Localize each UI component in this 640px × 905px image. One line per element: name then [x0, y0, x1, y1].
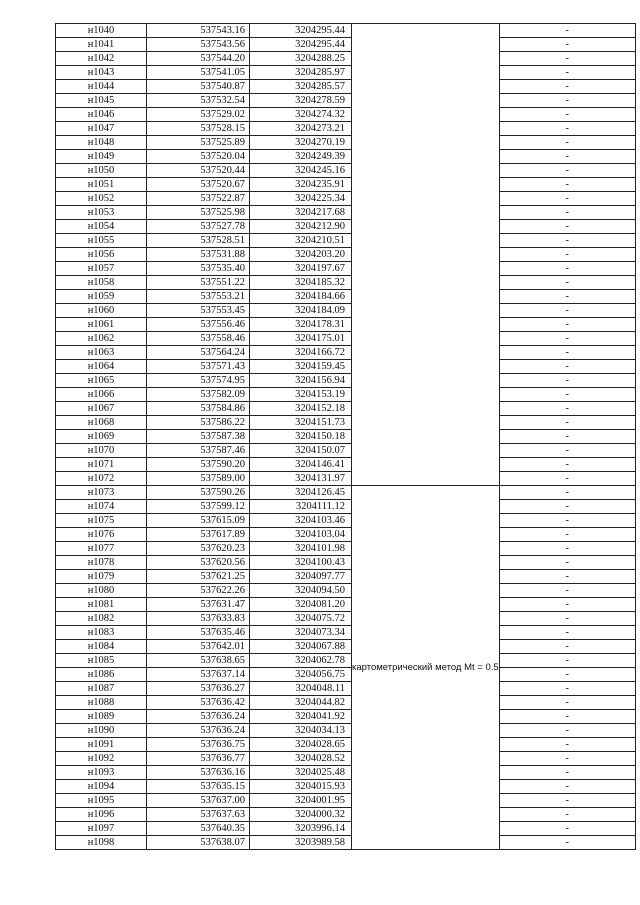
y-coordinate-cell: 3204150.18 — [250, 430, 352, 444]
accuracy-cell: - — [499, 360, 635, 374]
x-coordinate-cell: 537622.26 — [147, 584, 250, 598]
x-coordinate-cell: 537571.43 — [147, 360, 250, 374]
x-coordinate-cell: 537636.16 — [147, 766, 250, 780]
x-coordinate-cell: 537543.56 — [147, 38, 250, 52]
point-id-cell: н1049 — [56, 150, 147, 164]
x-coordinate-cell: 537635.15 — [147, 780, 250, 794]
x-coordinate-cell: 537574.95 — [147, 374, 250, 388]
accuracy-cell: - — [499, 234, 635, 248]
x-coordinate-cell: 537636.42 — [147, 696, 250, 710]
accuracy-cell: - — [499, 262, 635, 276]
accuracy-cell: - — [499, 416, 635, 430]
y-coordinate-cell: 3204159.45 — [250, 360, 352, 374]
table-row — [56, 794, 636, 808]
accuracy-cell: - — [499, 822, 635, 836]
accuracy-cell: - — [499, 458, 635, 472]
x-coordinate-cell: 537531.88 — [147, 248, 250, 262]
accuracy-cell: - — [499, 584, 635, 598]
x-coordinate-cell: 537637.63 — [147, 808, 250, 822]
y-coordinate-cell: 3204103.04 — [250, 528, 352, 542]
point-id-cell: н1088 — [56, 696, 147, 710]
table-row — [56, 164, 636, 178]
point-id-cell: н1062 — [56, 332, 147, 346]
point-id-cell: н1053 — [56, 206, 147, 220]
point-id-cell: н1078 — [56, 556, 147, 570]
point-id-cell: н1041 — [56, 38, 147, 52]
point-id-cell: н1097 — [56, 822, 147, 836]
x-coordinate-cell: 537586.22 — [147, 416, 250, 430]
y-coordinate-cell: 3204212.90 — [250, 220, 352, 234]
point-id-cell: н1081 — [56, 598, 147, 612]
table-row — [56, 500, 636, 514]
y-coordinate-cell: 3204044.82 — [250, 696, 352, 710]
x-coordinate-cell: 537541.05 — [147, 66, 250, 80]
y-coordinate-cell: 3204210.51 — [250, 234, 352, 248]
accuracy-cell: - — [499, 136, 635, 150]
y-coordinate-cell: 3203989.58 — [250, 836, 352, 850]
table-row — [56, 738, 636, 752]
table-row — [56, 780, 636, 794]
x-coordinate-cell: 537636.27 — [147, 682, 250, 696]
accuracy-cell: - — [499, 94, 635, 108]
y-coordinate-cell: 3204295.44 — [250, 24, 352, 38]
point-id-cell: н1090 — [56, 724, 147, 738]
x-coordinate-cell: 537636.75 — [147, 738, 250, 752]
y-coordinate-cell: 3204034.13 — [250, 724, 352, 738]
table-row — [56, 458, 636, 472]
point-id-cell: н1079 — [56, 570, 147, 584]
point-id-cell: н1052 — [56, 192, 147, 206]
accuracy-cell: - — [499, 430, 635, 444]
y-coordinate-cell: 3204146.41 — [250, 458, 352, 472]
point-id-cell: н1089 — [56, 710, 147, 724]
table-row — [56, 822, 636, 836]
accuracy-cell: - — [499, 724, 635, 738]
point-id-cell: н1060 — [56, 304, 147, 318]
table-row — [56, 682, 636, 696]
table-row — [56, 360, 636, 374]
accuracy-cell: - — [499, 164, 635, 178]
y-coordinate-cell: 3204000.32 — [250, 808, 352, 822]
x-coordinate-cell: 537587.38 — [147, 430, 250, 444]
x-coordinate-cell: 537640.35 — [147, 822, 250, 836]
table-row — [56, 542, 636, 556]
table-row — [56, 94, 636, 108]
table-row — [56, 808, 636, 822]
x-coordinate-cell: 537589.00 — [147, 472, 250, 486]
accuracy-cell: - — [499, 668, 635, 682]
point-id-cell: н1057 — [56, 262, 147, 276]
accuracy-cell: - — [499, 108, 635, 122]
accuracy-cell: - — [499, 514, 635, 528]
x-coordinate-cell: 537543.16 — [147, 24, 250, 38]
table-row — [56, 276, 636, 290]
x-coordinate-cell: 537525.89 — [147, 136, 250, 150]
x-coordinate-cell: 537587.46 — [147, 444, 250, 458]
y-coordinate-cell: 3204274.32 — [250, 108, 352, 122]
x-coordinate-cell: 537582.09 — [147, 388, 250, 402]
accuracy-cell: - — [499, 780, 635, 794]
accuracy-cell: - — [499, 248, 635, 262]
accuracy-cell: - — [499, 220, 635, 234]
x-coordinate-cell: 537553.21 — [147, 290, 250, 304]
accuracy-cell: - — [499, 80, 635, 94]
y-coordinate-cell: 3204131.97 — [250, 472, 352, 486]
table-row — [56, 388, 636, 402]
point-id-cell: н1096 — [56, 808, 147, 822]
y-coordinate-cell: 3204028.65 — [250, 738, 352, 752]
accuracy-cell: - — [499, 654, 635, 668]
x-coordinate-cell: 537615.09 — [147, 514, 250, 528]
x-coordinate-cell: 537553.45 — [147, 304, 250, 318]
table-row — [56, 766, 636, 780]
y-coordinate-cell: 3204245.16 — [250, 164, 352, 178]
accuracy-cell: - — [499, 24, 635, 38]
table-row — [56, 192, 636, 206]
x-coordinate-cell: 537636.24 — [147, 724, 250, 738]
accuracy-cell: - — [499, 836, 635, 850]
accuracy-cell: - — [499, 332, 635, 346]
point-id-cell: н1063 — [56, 346, 147, 360]
y-coordinate-cell: 3204056.75 — [250, 668, 352, 682]
accuracy-cell: - — [499, 682, 635, 696]
y-coordinate-cell: 3204285.57 — [250, 80, 352, 94]
accuracy-cell: - — [499, 52, 635, 66]
table-row — [56, 24, 636, 38]
point-id-cell: н1047 — [56, 122, 147, 136]
table-row — [56, 178, 636, 192]
y-coordinate-cell: 3204285.97 — [250, 66, 352, 80]
table-row — [56, 612, 636, 626]
y-coordinate-cell: 3204041.92 — [250, 710, 352, 724]
accuracy-cell: - — [499, 276, 635, 290]
x-coordinate-cell: 537590.26 — [147, 486, 250, 500]
accuracy-cell: - — [499, 598, 635, 612]
accuracy-cell: - — [499, 374, 635, 388]
accuracy-cell: - — [499, 542, 635, 556]
point-id-cell: н1077 — [56, 542, 147, 556]
coordinates-table-body — [56, 24, 636, 850]
table-row — [56, 486, 636, 500]
y-coordinate-cell: 3204103.46 — [250, 514, 352, 528]
table-row — [56, 570, 636, 584]
table-row — [56, 402, 636, 416]
y-coordinate-cell: 3204178.31 — [250, 318, 352, 332]
x-coordinate-cell: 537637.14 — [147, 668, 250, 682]
x-coordinate-cell: 537637.00 — [147, 794, 250, 808]
point-id-cell: н1084 — [56, 640, 147, 654]
point-id-cell: н1048 — [56, 136, 147, 150]
point-id-cell: н1059 — [56, 290, 147, 304]
table-row — [56, 52, 636, 66]
y-coordinate-cell: 3204217.68 — [250, 206, 352, 220]
x-coordinate-cell: 537621.25 — [147, 570, 250, 584]
accuracy-cell: - — [499, 626, 635, 640]
accuracy-cell: - — [499, 752, 635, 766]
point-id-cell: н1069 — [56, 430, 147, 444]
table-row — [56, 206, 636, 220]
table-row — [56, 38, 636, 52]
y-coordinate-cell: 3204185.32 — [250, 276, 352, 290]
x-coordinate-cell: 537532.54 — [147, 94, 250, 108]
point-id-cell: н1068 — [56, 416, 147, 430]
x-coordinate-cell: 537642.01 — [147, 640, 250, 654]
y-coordinate-cell: 3204288.25 — [250, 52, 352, 66]
accuracy-cell: - — [499, 500, 635, 514]
coordinates-table — [55, 23, 636, 850]
accuracy-cell: - — [499, 710, 635, 724]
point-id-cell: н1098 — [56, 836, 147, 850]
y-coordinate-cell: 3204062.78 — [250, 654, 352, 668]
y-coordinate-cell: 3204001.95 — [250, 794, 352, 808]
accuracy-cell: - — [499, 738, 635, 752]
accuracy-cell: - — [499, 556, 635, 570]
y-coordinate-cell: 3204015.93 — [250, 780, 352, 794]
x-coordinate-cell: 537638.07 — [147, 836, 250, 850]
point-id-cell: н1046 — [56, 108, 147, 122]
table-row — [56, 248, 636, 262]
y-coordinate-cell: 3204235.91 — [250, 178, 352, 192]
x-coordinate-cell: 537584.86 — [147, 402, 250, 416]
table-row — [56, 696, 636, 710]
y-coordinate-cell: 3204184.66 — [250, 290, 352, 304]
x-coordinate-cell: 537528.15 — [147, 122, 250, 136]
point-id-cell: н1082 — [56, 612, 147, 626]
accuracy-cell: - — [499, 794, 635, 808]
table-row — [56, 752, 636, 766]
x-coordinate-cell: 537620.23 — [147, 542, 250, 556]
table-row — [56, 724, 636, 738]
x-coordinate-cell: 537636.24 — [147, 710, 250, 724]
accuracy-cell: - — [499, 388, 635, 402]
point-id-cell: н1083 — [56, 626, 147, 640]
y-coordinate-cell: 3204166.72 — [250, 346, 352, 360]
y-coordinate-cell: 3204184.09 — [250, 304, 352, 318]
x-coordinate-cell: 537528.51 — [147, 234, 250, 248]
y-coordinate-cell: 3204278.59 — [250, 94, 352, 108]
point-id-cell: н1074 — [56, 500, 147, 514]
accuracy-cell: - — [499, 346, 635, 360]
table-row — [56, 626, 636, 640]
table-row — [56, 262, 636, 276]
x-coordinate-cell: 537636.77 — [147, 752, 250, 766]
x-coordinate-cell: 537520.04 — [147, 150, 250, 164]
accuracy-cell: - — [499, 150, 635, 164]
point-id-cell: н1045 — [56, 94, 147, 108]
table-row — [56, 346, 636, 360]
table-row — [56, 122, 636, 136]
table-row — [56, 528, 636, 542]
accuracy-cell: - — [499, 192, 635, 206]
point-id-cell: н1087 — [56, 682, 147, 696]
x-coordinate-cell: 537520.67 — [147, 178, 250, 192]
accuracy-cell: - — [499, 486, 635, 500]
table-row — [56, 220, 636, 234]
accuracy-cell: - — [499, 318, 635, 332]
x-coordinate-cell: 537633.83 — [147, 612, 250, 626]
x-coordinate-cell: 537599.12 — [147, 500, 250, 514]
point-id-cell: н1092 — [56, 752, 147, 766]
table-row — [56, 556, 636, 570]
y-coordinate-cell: 3204111.12 — [250, 500, 352, 514]
point-id-cell: н1043 — [56, 66, 147, 80]
x-coordinate-cell: 537590.20 — [147, 458, 250, 472]
accuracy-cell: - — [499, 528, 635, 542]
y-coordinate-cell: 3204126.45 — [250, 486, 352, 500]
y-coordinate-cell: 3204203.20 — [250, 248, 352, 262]
accuracy-cell: - — [499, 570, 635, 584]
y-coordinate-cell: 3204151.73 — [250, 416, 352, 430]
y-coordinate-cell: 3204273.21 — [250, 122, 352, 136]
y-coordinate-cell: 3203996.14 — [250, 822, 352, 836]
accuracy-cell: - — [499, 178, 635, 192]
table-row — [56, 710, 636, 724]
accuracy-cell: - — [499, 206, 635, 220]
table-row — [56, 150, 636, 164]
y-coordinate-cell: 3204156.94 — [250, 374, 352, 388]
table-row — [56, 332, 636, 346]
accuracy-cell: - — [499, 640, 635, 654]
table-row — [56, 374, 636, 388]
y-coordinate-cell: 3204152.18 — [250, 402, 352, 416]
point-id-cell: н1051 — [56, 178, 147, 192]
x-coordinate-cell: 537525.98 — [147, 206, 250, 220]
table-row — [56, 304, 636, 318]
y-coordinate-cell: 3204100.43 — [250, 556, 352, 570]
table-row — [56, 836, 636, 850]
y-coordinate-cell: 3204197.67 — [250, 262, 352, 276]
table-row — [56, 640, 636, 654]
table-row — [56, 318, 636, 332]
point-id-cell: н1064 — [56, 360, 147, 374]
y-coordinate-cell: 3204150.07 — [250, 444, 352, 458]
method-cell — [352, 24, 500, 486]
x-coordinate-cell: 537529.02 — [147, 108, 250, 122]
accuracy-cell: - — [499, 38, 635, 52]
x-coordinate-cell: 537544.20 — [147, 52, 250, 66]
y-coordinate-cell: 3204028.52 — [250, 752, 352, 766]
table-row — [56, 136, 636, 150]
x-coordinate-cell: 537558.46 — [147, 332, 250, 346]
accuracy-cell: - — [499, 444, 635, 458]
point-id-cell: н1072 — [56, 472, 147, 486]
x-coordinate-cell: 537520.44 — [147, 164, 250, 178]
point-id-cell: н1080 — [56, 584, 147, 598]
point-id-cell: н1050 — [56, 164, 147, 178]
accuracy-cell: - — [499, 290, 635, 304]
point-id-cell: н1040 — [56, 24, 147, 38]
x-coordinate-cell: 537620.56 — [147, 556, 250, 570]
y-coordinate-cell: 3204094.50 — [250, 584, 352, 598]
accuracy-cell: - — [499, 122, 635, 136]
x-coordinate-cell: 537556.46 — [147, 318, 250, 332]
x-coordinate-cell: 537635.46 — [147, 626, 250, 640]
y-coordinate-cell: 3204067.88 — [250, 640, 352, 654]
point-id-cell: н1071 — [56, 458, 147, 472]
x-coordinate-cell: 537564.24 — [147, 346, 250, 360]
y-coordinate-cell: 3204153.19 — [250, 388, 352, 402]
y-coordinate-cell: 3204101.98 — [250, 542, 352, 556]
table-row — [56, 598, 636, 612]
x-coordinate-cell: 537617.89 — [147, 528, 250, 542]
point-id-cell: н1042 — [56, 52, 147, 66]
table-row — [56, 430, 636, 444]
point-id-cell: н1086 — [56, 668, 147, 682]
x-coordinate-cell: 537631.47 — [147, 598, 250, 612]
point-id-cell: н1061 — [56, 318, 147, 332]
table-row — [56, 80, 636, 94]
y-coordinate-cell: 3204097.77 — [250, 570, 352, 584]
method-cell: картометрический метод Mt = 0.5 — [352, 486, 500, 850]
accuracy-cell: - — [499, 304, 635, 318]
point-id-cell: н1044 — [56, 80, 147, 94]
table-row — [56, 108, 636, 122]
y-coordinate-cell: 3204025.48 — [250, 766, 352, 780]
x-coordinate-cell: 537535.40 — [147, 262, 250, 276]
accuracy-cell: - — [499, 66, 635, 80]
y-coordinate-cell: 3204295.44 — [250, 38, 352, 52]
accuracy-cell: - — [499, 472, 635, 486]
x-coordinate-cell: 537638.65 — [147, 654, 250, 668]
y-coordinate-cell: 3204225.34 — [250, 192, 352, 206]
point-id-cell: н1066 — [56, 388, 147, 402]
point-id-cell: н1094 — [56, 780, 147, 794]
point-id-cell: н1058 — [56, 276, 147, 290]
point-id-cell: н1085 — [56, 654, 147, 668]
y-coordinate-cell: 3204081.20 — [250, 598, 352, 612]
point-id-cell: н1054 — [56, 220, 147, 234]
table-row — [56, 654, 636, 668]
accuracy-cell: - — [499, 612, 635, 626]
x-coordinate-cell: 537551.22 — [147, 276, 250, 290]
point-id-cell: н1076 — [56, 528, 147, 542]
accuracy-cell: - — [499, 402, 635, 416]
table-row — [56, 472, 636, 486]
point-id-cell: н1073 — [56, 486, 147, 500]
table-row — [56, 668, 636, 682]
point-id-cell: н1091 — [56, 738, 147, 752]
point-id-cell: н1095 — [56, 794, 147, 808]
point-id-cell: н1093 — [56, 766, 147, 780]
x-coordinate-cell: 537522.87 — [147, 192, 250, 206]
y-coordinate-cell: 3204075.72 — [250, 612, 352, 626]
accuracy-cell: - — [499, 808, 635, 822]
table-row — [56, 584, 636, 598]
point-id-cell: н1065 — [56, 374, 147, 388]
table-row — [56, 444, 636, 458]
y-coordinate-cell: 3204249.39 — [250, 150, 352, 164]
point-id-cell: н1055 — [56, 234, 147, 248]
x-coordinate-cell: 537527.78 — [147, 220, 250, 234]
accuracy-cell: - — [499, 766, 635, 780]
point-id-cell: н1075 — [56, 514, 147, 528]
y-coordinate-cell: 3204175.01 — [250, 332, 352, 346]
table-row — [56, 66, 636, 80]
y-coordinate-cell: 3204073.34 — [250, 626, 352, 640]
table-row — [56, 234, 636, 248]
y-coordinate-cell: 3204270.19 — [250, 136, 352, 150]
y-coordinate-cell: 3204048.11 — [250, 682, 352, 696]
table-row — [56, 416, 636, 430]
x-coordinate-cell: 537540.87 — [147, 80, 250, 94]
point-id-cell: н1067 — [56, 402, 147, 416]
point-id-cell: н1070 — [56, 444, 147, 458]
table-row — [56, 290, 636, 304]
accuracy-cell: - — [499, 696, 635, 710]
table-row — [56, 514, 636, 528]
point-id-cell: н1056 — [56, 248, 147, 262]
